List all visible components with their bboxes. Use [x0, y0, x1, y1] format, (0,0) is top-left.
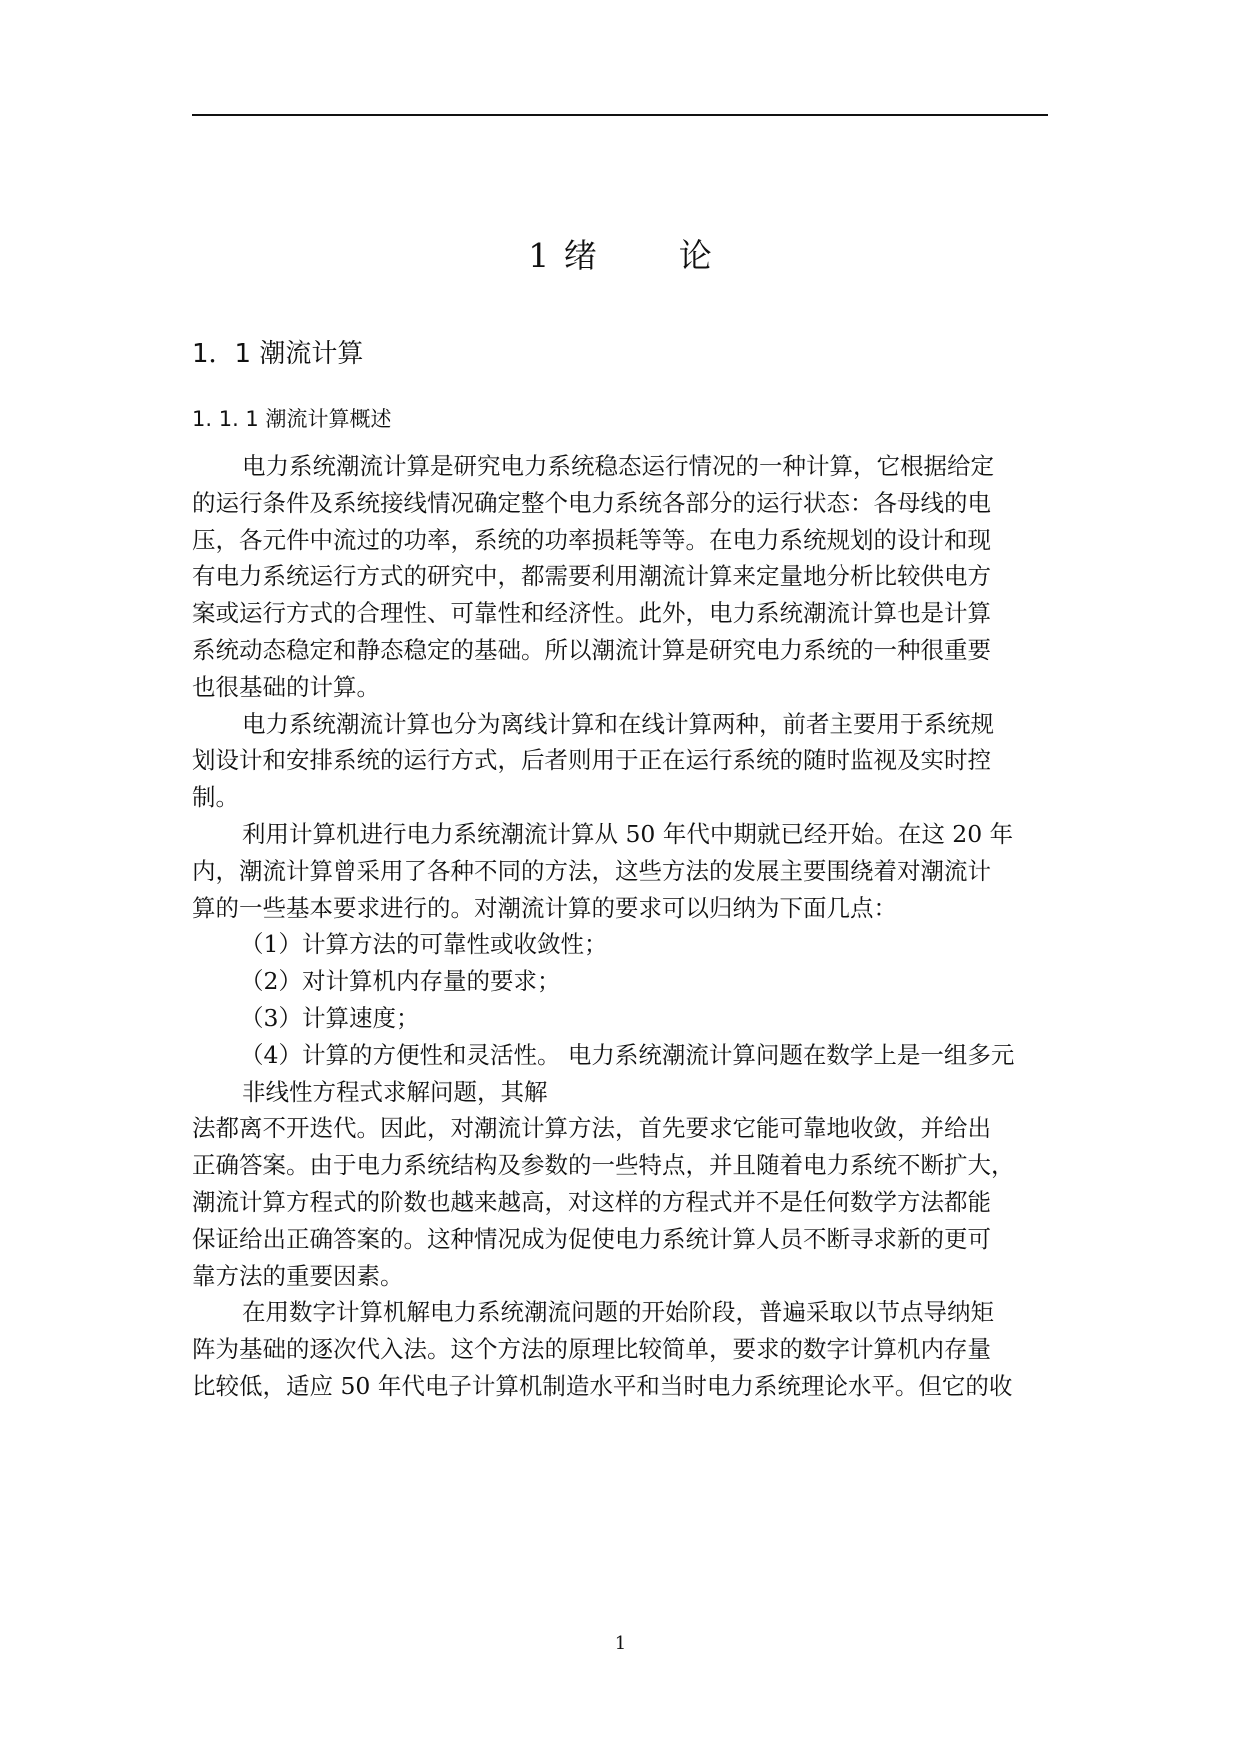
list-item: （2）对计算机内存量的要求；: [240, 967, 561, 996]
paragraph-line: 有电力系统运行方式的研究中，都需要利用潮流计算来定量地分析比较供电方: [192, 562, 991, 591]
chapter-title-part1: 绪: [563, 236, 598, 275]
paragraph-line: 利用计算机进行电力系统潮流计算从 50 年代中期就已经开始。在这 20 年: [242, 819, 1014, 848]
paragraph-line: 法都离不开迭代。因此，对潮流计算方法，首先要求它能可靠地收敛，并给出: [192, 1114, 991, 1143]
paragraph-line: 在用数字计算机解电力系统潮流问题的开始阶段，普遍采取以节点导纳矩: [242, 1298, 994, 1327]
subsection-title: 1. 1. 1 潮流计算概述: [192, 407, 392, 431]
chapter-title: [0, 232, 1241, 280]
paragraph-line: 也很基础的计算。: [192, 672, 380, 701]
chapter-title-part2: 论: [678, 236, 713, 275]
body-text: [192, 448, 1060, 1405]
header-rule: [192, 114, 1048, 116]
page-number: 1: [614, 1633, 627, 1654]
list-item: （3）计算速度；: [240, 1003, 420, 1032]
paragraph-line: 正确答案。由于电力系统结构及参数的一些特点，并且随着电力系统不断扩大，: [192, 1151, 1015, 1180]
paragraph-line: 潮流计算方程式的阶数也越来越高，对这样的方程式并不是任何数学方法都能: [192, 1187, 991, 1216]
paragraph-line: 比较低，适应 50 年代电子计算机制造水平和当时电力系统理论水平。但它的收: [192, 1371, 1013, 1400]
paragraph-line: 电力系统潮流计算是研究电力系统稳态运行情况的一种计算，它根据给定: [242, 452, 994, 480]
paragraph-line: 电力系统潮流计算也分为离线计算和在线计算两种，前者主要用于系统规: [242, 709, 994, 738]
paragraph-line: 系统动态稳定和静态稳定的基础。所以潮流计算是研究电力系统的一种很重要: [192, 635, 991, 664]
paragraph-line: 的运行条件及系统接线情况确定整个电力系统各部分的运行状态：各母线的电: [192, 488, 991, 517]
paragraph-line: 制。: [192, 783, 239, 812]
paragraph-line: 靠方法的重要因素。: [192, 1261, 404, 1290]
list-item: （1）计算方法的可靠性或收敛性；: [240, 930, 608, 959]
paragraph-line: 内，潮流计算曾采用了各种不同的方法，这些方法的发展主要围绕着对潮流计: [192, 856, 991, 885]
chapter-number: 1: [528, 236, 551, 275]
paragraph-line: 划设计和安排系统的运行方式，后者则用于正在运行系统的随时监视及实时控: [192, 746, 991, 775]
list-item: （4）计算的方便性和灵活性。 电力系统潮流计算问题在数学上是一组多元: [240, 1040, 1015, 1069]
paragraph-line: 压，各元件中流过的功率，系统的功率损耗等等。在电力系统规划的设计和现: [192, 525, 991, 554]
paragraph-line: 非线性方程式求解问题，其解: [242, 1077, 548, 1106]
section-title: 1．1 潮流计算: [192, 339, 364, 369]
paragraph-line: 案或运行方式的合理性、可靠性和经济性。此外，电力系统潮流计算也是计算: [192, 599, 991, 628]
paragraph-line: 阵为基础的逐次代入法。这个方法的原理比较简单，要求的数字计算机内存量: [192, 1335, 991, 1364]
paragraph-line: 算的一些基本要求进行的。对潮流计算的要求可以归纳为下面几点：: [192, 893, 897, 922]
paragraph-line: 保证给出正确答案的。这种情况成为促使电力系统计算人员不断寻求新的更可: [192, 1224, 991, 1253]
